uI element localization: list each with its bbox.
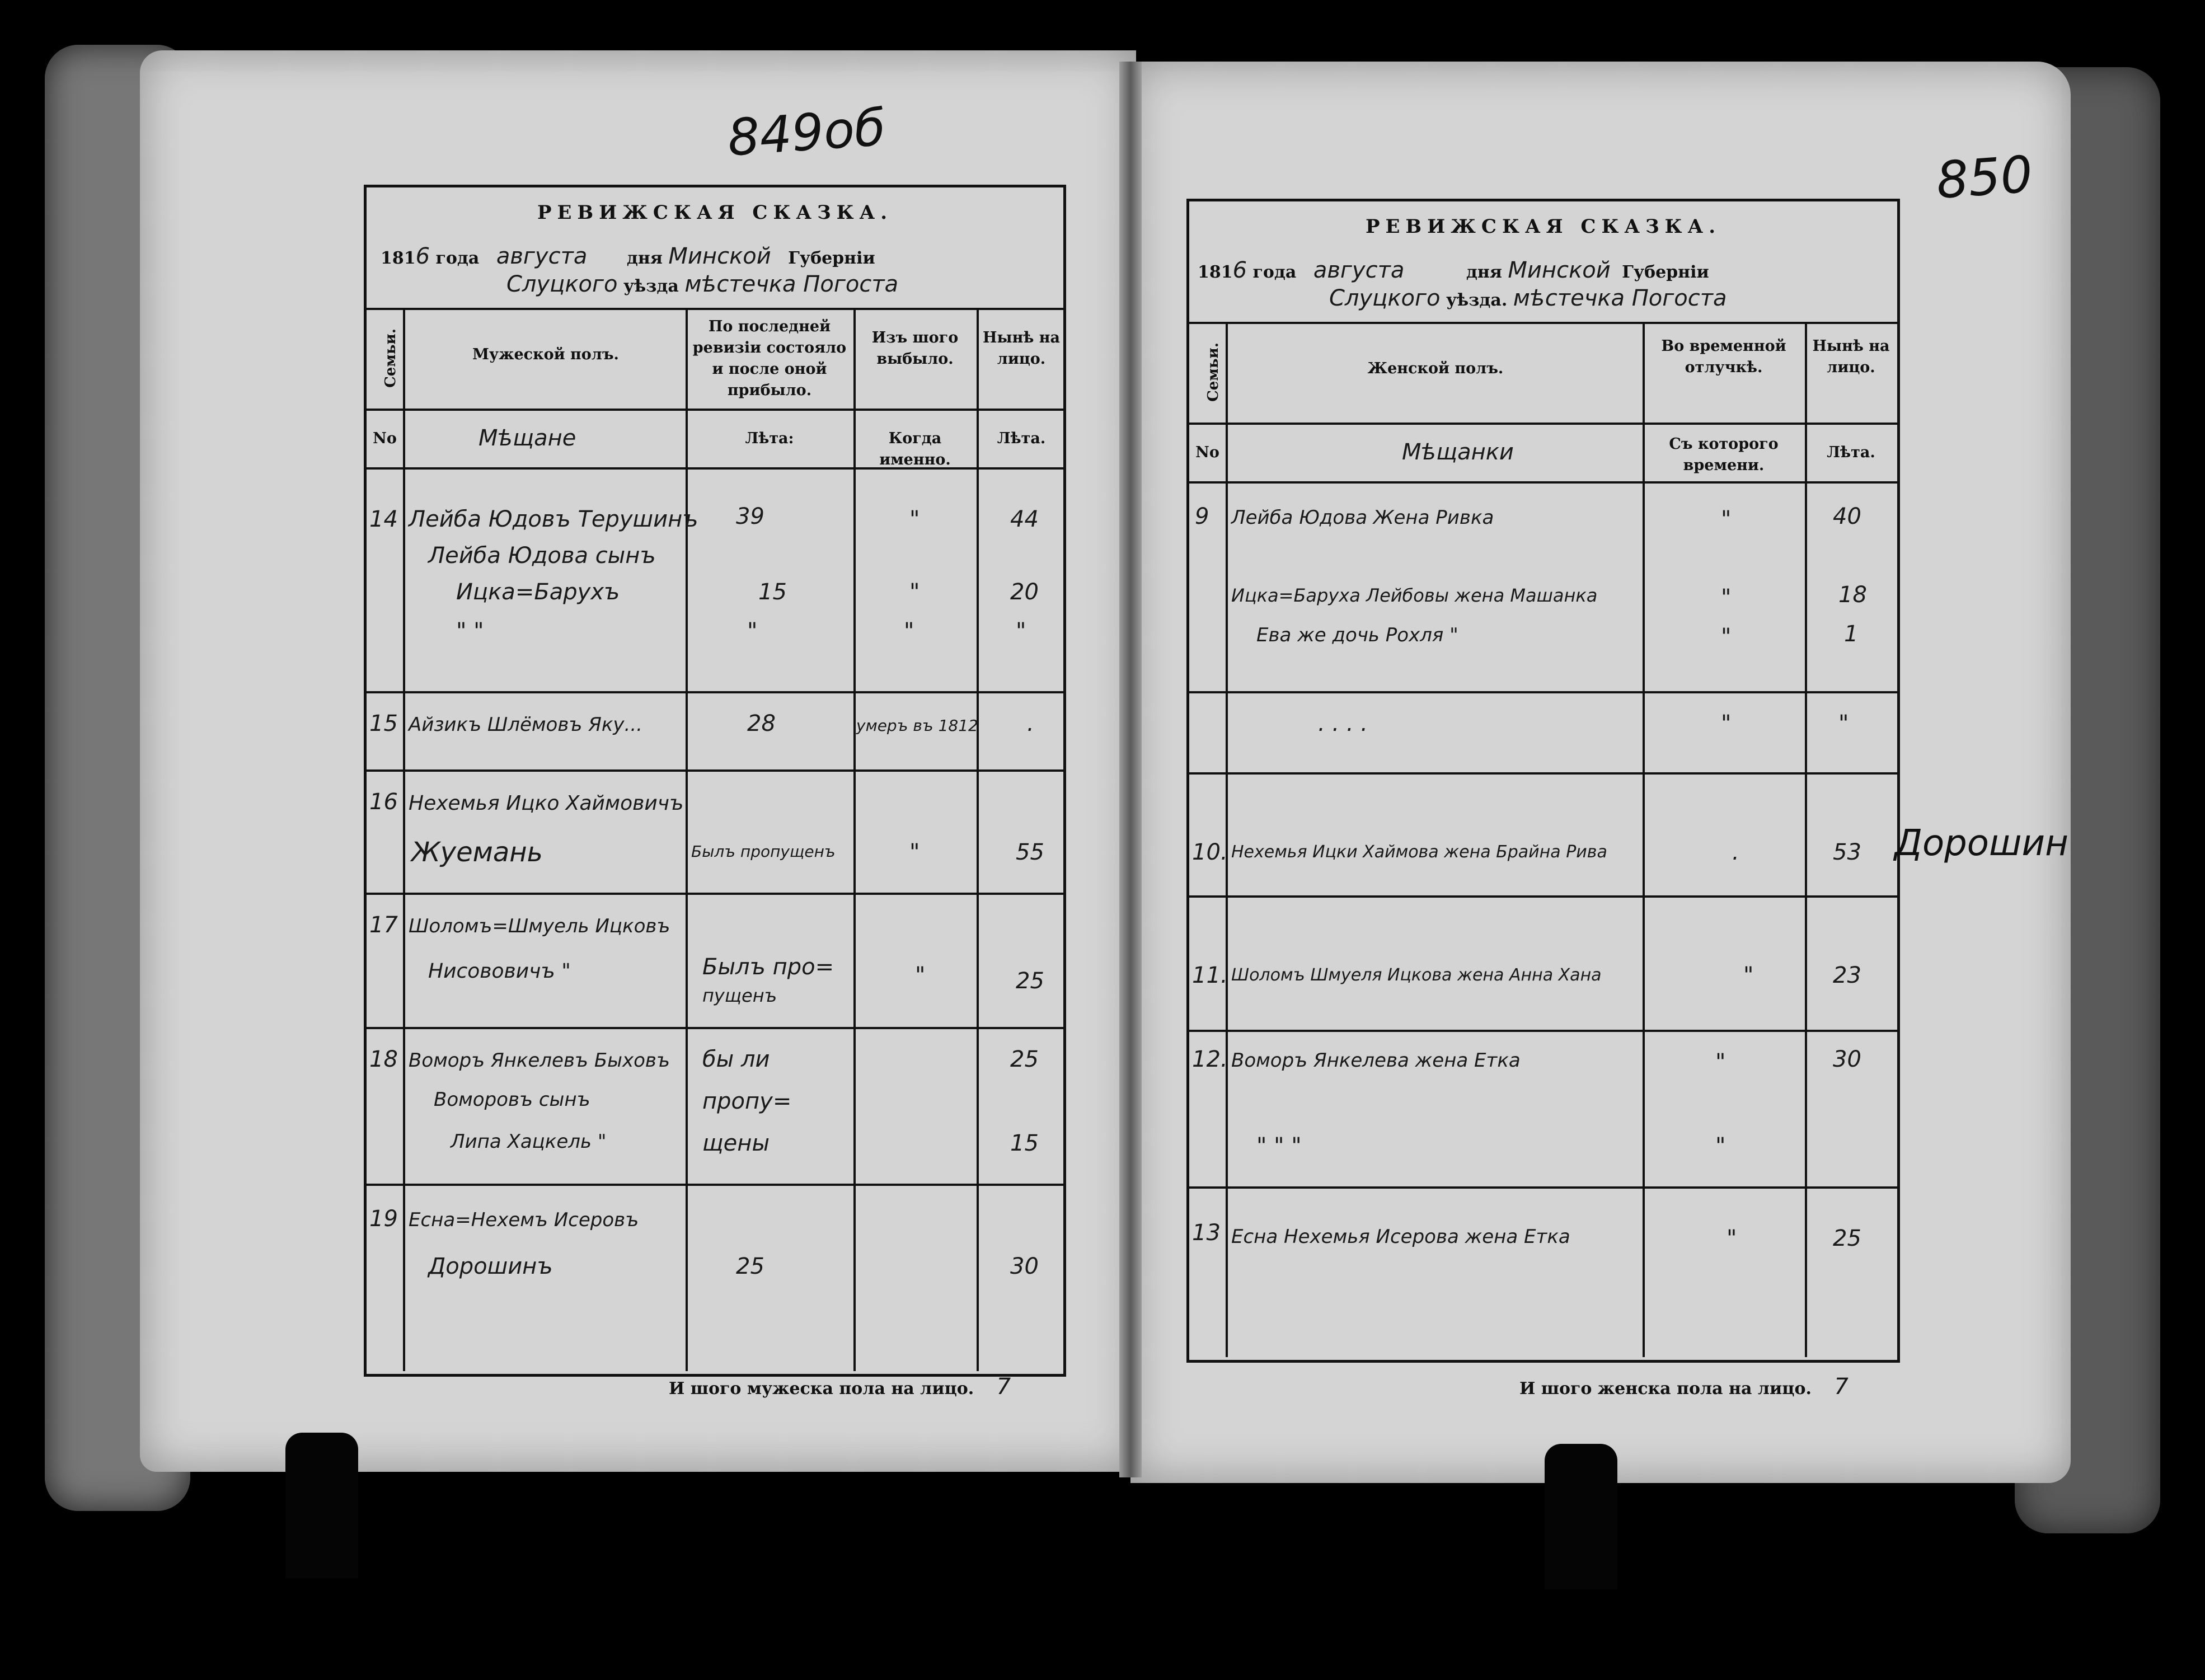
prev-age: " (747, 618, 758, 644)
now-age: 23 (1833, 963, 1861, 988)
rule (367, 691, 1063, 693)
col-family: Семьи. (382, 329, 399, 388)
now-age: 25 (1010, 1047, 1039, 1072)
female-name: " " " (1256, 1133, 1302, 1159)
left-mark: " (915, 963, 926, 988)
now-age: 55 (1016, 839, 1044, 865)
prev-age: 39 (736, 504, 764, 529)
margin-note: Дорошин (1894, 823, 2068, 864)
rule (1643, 322, 1645, 1357)
now-age: 44 (1010, 506, 1039, 532)
male-name: Дорошинъ (428, 1254, 553, 1279)
absent-mark: " (1721, 506, 1732, 532)
year-digit: 6 (415, 243, 430, 269)
male-name: Нехемья Ицко Хаймовичъ (409, 792, 684, 815)
absent-mark: " (1743, 963, 1754, 988)
rule (853, 308, 856, 1371)
absent-mark: . (1732, 839, 1739, 865)
rule (1189, 423, 1897, 425)
now-age: 53 (1833, 839, 1861, 865)
row-no: 13 (1192, 1220, 1221, 1246)
male-name: Лейба Юдова сынъ (428, 543, 656, 569)
uezd-line (1329, 285, 1727, 311)
now-age: 40 (1833, 504, 1861, 529)
god-label: года (1252, 262, 1297, 282)
date-line (1198, 257, 1709, 283)
census-form-female (1186, 199, 1900, 1363)
prev-note: пропу= (702, 1088, 792, 1114)
year-label: 181 (381, 248, 416, 268)
now-age: 1 (1844, 621, 1859, 647)
col-now: Нынѣ на лицо. (1812, 337, 1890, 376)
rule (1189, 772, 1897, 775)
estate-hw: Мѣщане (478, 425, 576, 451)
row-no: 10. (1192, 839, 1228, 865)
absent-mark: " (1721, 585, 1732, 611)
gubernia-hw: Минской (668, 243, 771, 269)
form-title: РЕВИЖСКАЯ СКАЗКА. (537, 201, 893, 224)
rule (1189, 481, 1897, 484)
book-gutter (1119, 62, 1142, 1477)
prev-note: Былъ про= (702, 954, 834, 980)
left-mark: " (909, 579, 920, 605)
col-left: Изъ шого выбыло. (871, 329, 959, 368)
god-label: года (435, 248, 480, 268)
form-title: РЕВИЖСКАЯ СКАЗКА. (1365, 215, 1721, 238)
left-mark: " (909, 506, 920, 532)
years2-label: Лѣта. (997, 430, 1046, 447)
male-name: Ицка=Барухъ (456, 579, 620, 605)
rule (1189, 1030, 1897, 1032)
absent-mark: " (1721, 624, 1732, 650)
now-age: " (1016, 618, 1026, 644)
male-name: Жуемань (411, 837, 543, 868)
dnya-label: дня (1466, 262, 1502, 282)
rule (367, 409, 1063, 411)
rule (1805, 322, 1807, 1357)
row-no: 11. (1192, 963, 1228, 988)
rule (686, 308, 688, 1371)
uezd-label: уѣзда (623, 276, 679, 296)
now-age: " (1838, 711, 1849, 736)
rule (367, 308, 1063, 310)
male-name: Воморовъ сынъ (434, 1088, 590, 1111)
footer-value: 7 (996, 1374, 1011, 1400)
uezd-label: уѣзда. (1446, 290, 1508, 310)
rule (1189, 895, 1897, 898)
since-label: Съ которого времени. (1669, 435, 1779, 474)
male-name: Воморъ Янкелевъ Быховъ (409, 1049, 670, 1072)
footer-male (669, 1374, 1011, 1400)
rule (1189, 1186, 1897, 1189)
now-age: 30 (1833, 1047, 1861, 1072)
year-digit: 6 (1232, 257, 1247, 283)
rule (403, 308, 405, 1371)
row-no: 15 (369, 711, 398, 736)
now-age: 20 (1010, 579, 1039, 605)
left-mark: умеръ въ 1812 (856, 716, 978, 735)
prev-note: бы ли (702, 1047, 770, 1072)
row-no: 9 (1195, 504, 1209, 529)
male-name: Нисововичъ " (428, 960, 571, 983)
folio-left: 849об (725, 98, 888, 168)
binding-clip-right (1545, 1444, 1617, 1589)
now-age: 25 (1833, 1226, 1861, 1251)
rule (977, 308, 979, 1371)
years-label: Лѣта: (745, 430, 794, 447)
prev-note: пущенъ (702, 985, 777, 1006)
year-label: 181 (1198, 262, 1233, 282)
row-no: 12. (1192, 1047, 1228, 1072)
absent-mark: " (1727, 1226, 1737, 1251)
estate-hw: Мѣщанки (1402, 439, 1514, 465)
left-mark: " (904, 618, 914, 644)
years-label: Лѣта. (1827, 444, 1875, 461)
col-female: Женской полъ. (1367, 360, 1504, 377)
now-age: 18 (1838, 582, 1867, 608)
binding-clip-left (285, 1433, 358, 1578)
prev-age: 15 (758, 579, 787, 605)
prev-age: 28 (747, 711, 776, 736)
uezd-line (506, 271, 898, 297)
col-prev: По последней ревизіи состояло и после оной прибыло. (692, 318, 847, 399)
place-hw: мѣстечка Погоста (1513, 285, 1727, 311)
rule (367, 893, 1063, 895)
absent-mark: " (1721, 711, 1732, 736)
gubernia-hw: Минской (1508, 257, 1611, 283)
uezd-hw: Слуцкого (1329, 285, 1441, 311)
rule (367, 769, 1063, 772)
footer-label: И шого мужеска пола на лицо. (669, 1379, 974, 1399)
footer-value: 7 (1834, 1374, 1849, 1400)
prev-note: щены (702, 1130, 770, 1156)
gubernia-label: Губерніи (788, 248, 875, 268)
col-male: Мужеской полъ. (472, 346, 619, 363)
row-no: 19 (369, 1206, 398, 1232)
dnya-label: дня (626, 248, 663, 268)
month-hw: августа (1313, 257, 1405, 283)
gubernia-label: Губерніи (1622, 262, 1709, 282)
prev-age: 25 (736, 1254, 764, 1279)
female-name: Лейба Юдова Жена Ривка (1231, 506, 1494, 529)
col-now: Нынѣ на лицо. (983, 329, 1060, 368)
rule (1189, 691, 1897, 693)
row-no: 16 (369, 789, 398, 815)
month-hw: августа (496, 243, 588, 269)
absent-mark: " (1715, 1133, 1726, 1159)
male-name: Есна=Нехемъ Исеровъ (409, 1209, 639, 1231)
female-name: Ицка=Баруха Лейбовы жена Машанка (1231, 585, 1598, 606)
uezd-hw: Слуцкого (506, 271, 618, 297)
date-line (381, 243, 875, 269)
row-no: 14 (369, 506, 398, 532)
female-name: Ева же дочь Рохля " (1256, 624, 1458, 646)
place-hw: мѣстечка Погоста (684, 271, 899, 297)
footer-label: И шого женска пола на лицо. (1519, 1379, 1812, 1399)
left-mark: " (909, 839, 920, 865)
now-age: 25 (1016, 968, 1044, 994)
female-name: Воморъ Янкелева жена Етка (1231, 1049, 1521, 1072)
female-name: Шоломъ Шмуеля Ицкова жена Анна Хана (1231, 965, 1602, 985)
male-name: " " (456, 618, 484, 644)
now-age: . (1027, 711, 1034, 736)
female-name: Нехемья Ицки Хаймова жена Брайна Рива (1231, 842, 1607, 862)
rule (367, 1027, 1063, 1029)
now-age: 15 (1010, 1130, 1039, 1156)
col-family: Семьи. (1204, 342, 1222, 402)
rule (367, 1184, 1063, 1186)
rule (1189, 322, 1897, 324)
absent-mark: " (1715, 1049, 1726, 1075)
when-label: Когда именно. (879, 430, 951, 468)
col-absent: Во временной отлучкѣ. (1661, 337, 1786, 376)
prev-note: Былъ пропущенъ (691, 842, 836, 861)
folio-right: 850 (1934, 145, 2035, 210)
male-name: Липа Хацкель " (451, 1130, 607, 1153)
now-age: 30 (1010, 1254, 1039, 1279)
male-name: Айзикъ Шлёмовъ Яку... (409, 714, 642, 736)
footer-female (1519, 1374, 1849, 1400)
female-name: . . . . (1318, 711, 1368, 736)
no-label: No (373, 430, 397, 447)
female-name: Есна Нехемья Исерова жена Етка (1231, 1226, 1570, 1248)
census-form-male (364, 185, 1066, 1377)
no-label: No (1195, 444, 1219, 461)
row-no: 18 (369, 1047, 398, 1072)
male-name: Шоломъ=Шмуель Ицковъ (409, 915, 670, 937)
row-no: 17 (369, 912, 398, 938)
male-name: Лейба Юдовъ Терушинъ (409, 506, 698, 532)
